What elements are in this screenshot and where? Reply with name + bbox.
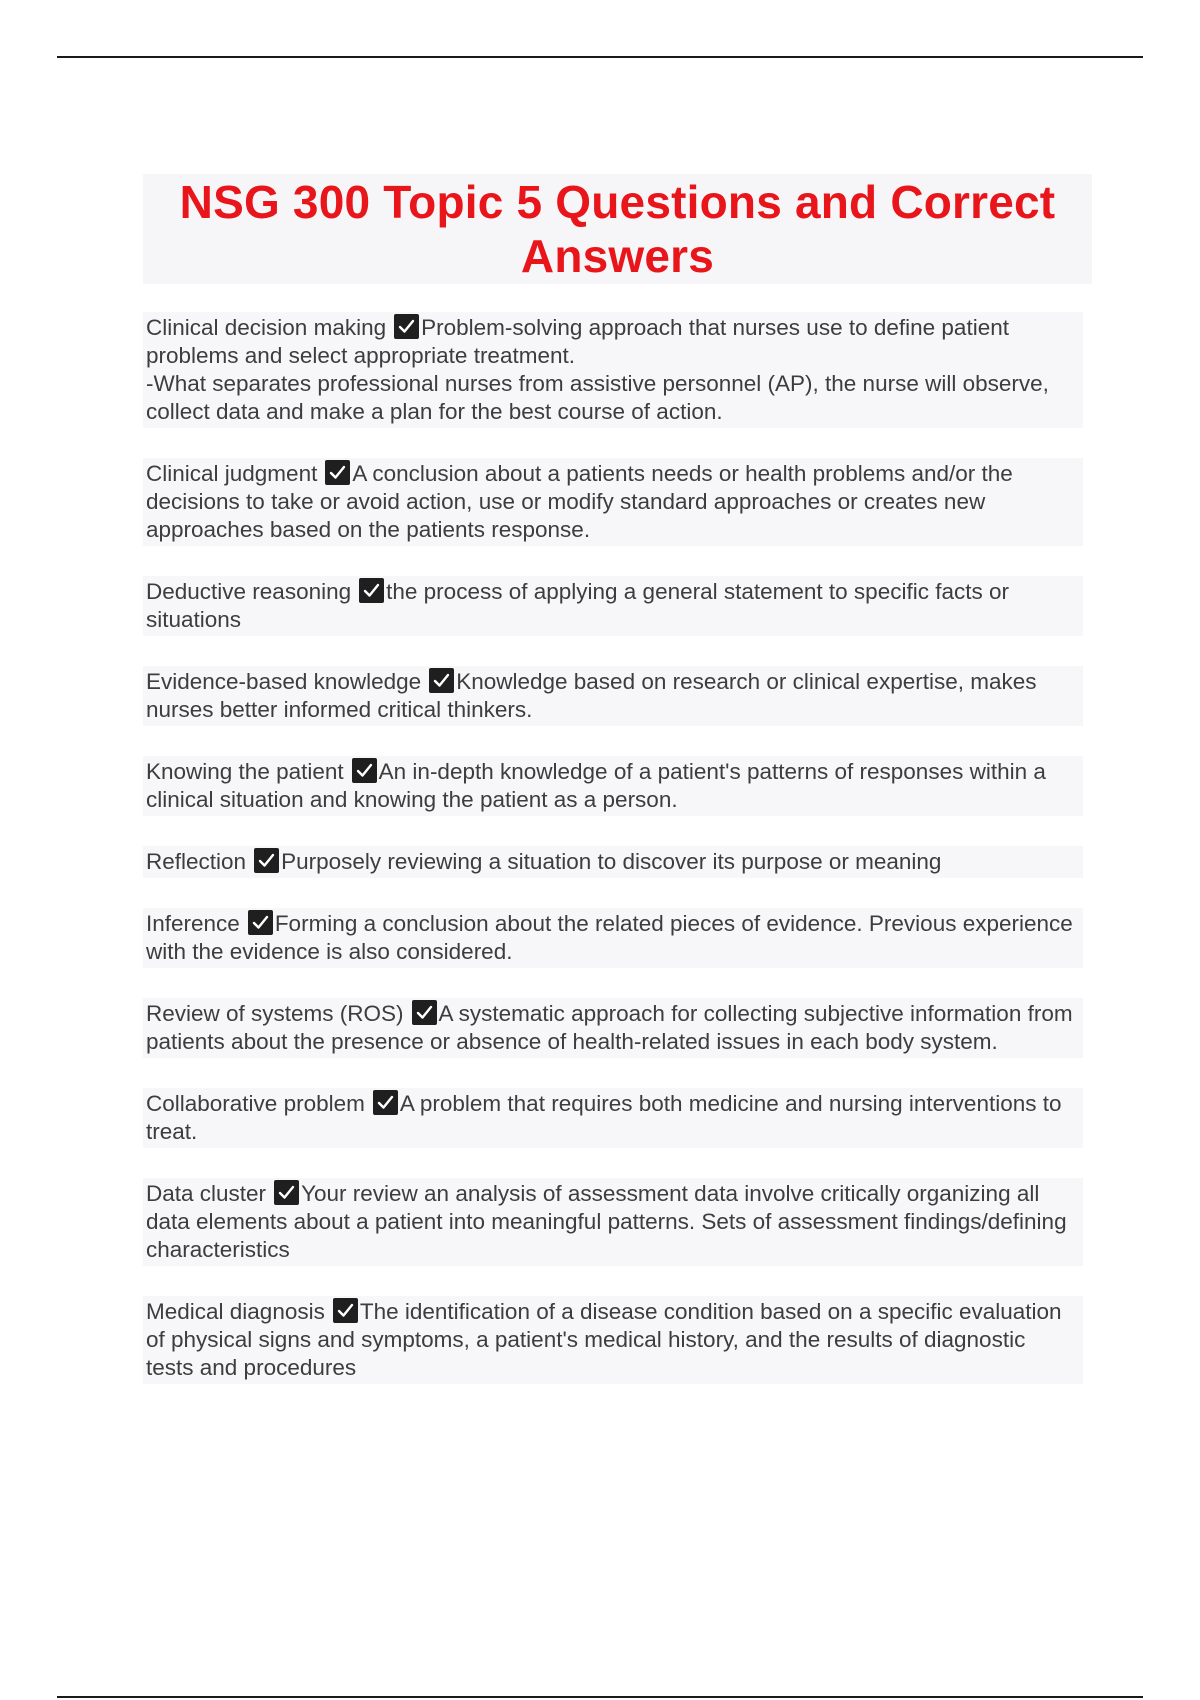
entry-term: Review of systems (ROS) — [146, 1001, 404, 1026]
qa-entry — [143, 576, 1083, 636]
page-bottom-rule — [57, 1696, 1143, 1698]
entry-definition: the process of applying a general statement to specific facts or situations — [146, 579, 1009, 632]
document-title: NSG 300 Topic 5 Questions and Correct Answers — [179, 176, 1056, 282]
entry-term: Reflection — [146, 849, 247, 874]
check-box-icon — [325, 460, 350, 485]
entry-term: Data cluster — [146, 1181, 267, 1206]
entry-definition: An in-depth knowledge of a patient's patterns of responses within a clinical situation and knowing the patient as a person. — [146, 759, 1046, 812]
entry-definition: Your review an analysis of assessment data involve critically organizing all data elements about a patient into meaningful patterns. Sets of assessment findings/defining characteristics — [146, 1181, 1067, 1262]
check-box-icon — [333, 1298, 358, 1323]
entry-term: Medical diagnosis — [146, 1299, 325, 1324]
check-box-icon — [359, 578, 384, 603]
qa-list — [143, 312, 1083, 1414]
entry-term: Knowing the patient — [146, 759, 344, 784]
entry-definition: A conclusion about a patients needs or health problems and/or the decisions to take or avoid action, use or modify standard approaches or creates new approaches based on the patients response. — [146, 461, 1013, 542]
entry-definition: Knowledge based on research or clinical expertise, makes nurses better informed critical thinkers. — [146, 669, 1037, 722]
qa-entry — [143, 312, 1083, 428]
qa-entry — [143, 998, 1083, 1058]
entry-term: Deductive reasoning — [146, 579, 352, 604]
qa-entry — [143, 756, 1083, 816]
qa-entry — [143, 908, 1083, 968]
entry-term: Evidence-based knowledge — [146, 669, 422, 694]
title-banner — [143, 174, 1092, 284]
entry-definition: The identification of a disease condition based on a specific evaluation of physical signs and symptoms, a patient's medical history, and the results of diagnostic tests and procedures — [146, 1299, 1062, 1380]
entry-definition: Forming a conclusion about the related pieces of evidence. Previous experience with the evidence is also considered. — [146, 911, 1073, 964]
entry-definition: A systematic approach for collecting subjective information from patients about the presence or absence of health-related issues in each body system. — [146, 1001, 1073, 1054]
check-box-icon — [254, 848, 279, 873]
qa-entry — [143, 666, 1083, 726]
entry-definition: Problem-solving approach that nurses use to define patient problems and select appropriate treatment. — [146, 315, 1009, 368]
check-box-icon — [412, 1000, 437, 1025]
check-box-icon — [274, 1180, 299, 1205]
check-box-icon — [394, 314, 419, 339]
check-box-icon — [429, 668, 454, 693]
entry-term: Clinical decision making — [146, 315, 387, 340]
entry-term: Inference — [146, 911, 240, 936]
qa-entry — [143, 846, 1083, 878]
page-top-rule — [57, 56, 1143, 58]
check-box-icon — [248, 910, 273, 935]
entry-definition: Purposely reviewing a situation to discover its purpose or meaning — [281, 849, 942, 874]
qa-entry — [143, 1296, 1083, 1384]
entry-extra-note: -What separates professional nurses from assistive personnel (AP), the nurse will observe, collect data and make a plan for the best course of action. — [146, 371, 1049, 424]
qa-entry — [143, 1178, 1083, 1266]
check-box-icon — [373, 1090, 398, 1115]
entry-term: Clinical judgment — [146, 461, 318, 486]
check-box-icon — [352, 758, 377, 783]
entry-term: Collaborative problem — [146, 1091, 365, 1116]
entry-definition: A problem that requires both medicine and nursing interventions to treat. — [146, 1091, 1062, 1144]
qa-entry — [143, 458, 1083, 546]
qa-entry — [143, 1088, 1083, 1148]
